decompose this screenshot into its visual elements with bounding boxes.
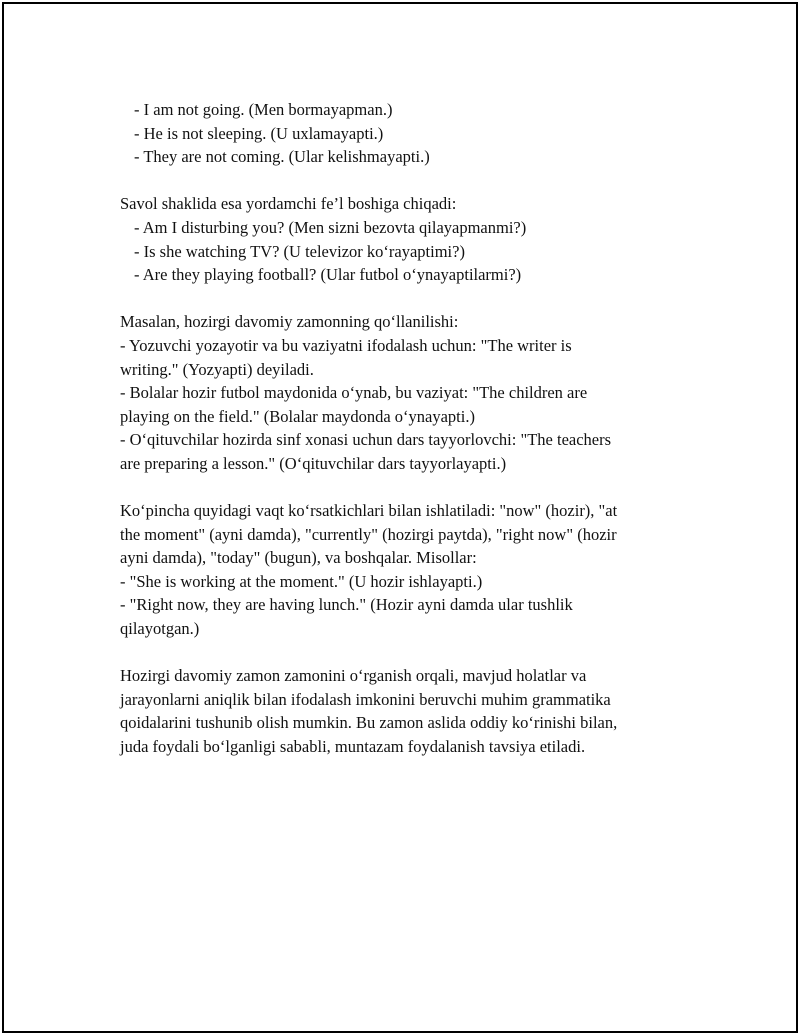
text-line: Hozirgi davomiy zamon zamonini o‘rganish orqali, mavjud holatlar va: [120, 666, 587, 686]
paragraph-gap: [120, 641, 680, 665]
text-line: writing." (Yozyapti) deyiladi.: [120, 359, 314, 379]
paragraph-gap: [120, 169, 680, 193]
text-line: - "She is working at the moment." (U hozir ishlayapti.): [120, 571, 483, 591]
list-item: - Is she watching TV? (U televizor ko‘rayaptimi?): [134, 241, 465, 261]
list-item: - Are they playing football? (Ular futbol o‘ynayaptilarmi?): [134, 265, 522, 285]
document-body: [120, 98, 680, 759]
text-line: Ko‘pincha quyidagi vaqt ko‘rsatkichlari bilan ishlatiladi: "now" (hozir), "at: [120, 501, 618, 521]
text-line: - O‘qituvchilar hozirda sinf xonasi uchun dars tayyorlovchi: "The teachers: [120, 430, 612, 450]
question-form-section: [120, 192, 680, 286]
text-line: playing on the field." (Bolalar maydonda o‘ynayapti.): [120, 406, 475, 426]
text-line: qilayotgan.): [120, 619, 200, 639]
text-line: the moment" (ayni damda), "currently" (hozirgi paytda), "right now" (hozir: [120, 524, 617, 544]
text-line: qoidalarini tushunib olish mumkin. Bu zamon aslida oddiy ko‘rinishi bilan,: [120, 713, 618, 733]
text-line: jarayonlarni aniqlik bilan ifodalash imkonini beruvchi muhim grammatika: [120, 689, 611, 709]
paragraph-gap: [120, 476, 680, 500]
question-form-intro: Savol shaklida esa yordamchi fe’l boshiga chiqadi:: [120, 194, 457, 214]
list-item: - Am I disturbing you? (Men sizni bezovta qilayapmanmi?): [134, 217, 527, 237]
conclusion-paragraph: [120, 664, 680, 758]
list-item: - I am not going. (Men bormayapman.): [134, 100, 393, 119]
list-item: - They are not coming. (Ular kelishmayapti.): [134, 147, 430, 167]
page-frame: [2, 2, 798, 1033]
text-line: Masalan, hozirgi davomiy zamonning qo‘llanilishi:: [120, 312, 459, 332]
text-line: - Bolalar hozir futbol maydonida o‘ynab, bu vaziyat: "The children are: [120, 383, 588, 403]
time-markers-paragraph: [120, 499, 680, 641]
text-line: juda foydali bo‘lganligi sababli, muntazam foydalanish tavsiya etiladi.: [120, 737, 586, 757]
text-line: - "Right now, they are having lunch." (Hozir ayni damda ular tushlik: [120, 595, 573, 615]
text-line: - Yozuvchi yozayotir va bu vaziyatni ifodalash uchun: "The writer is: [120, 335, 572, 355]
list-item: - He is not sleeping. (U uxlamayapti.): [134, 123, 384, 143]
text-line: are preparing a lesson." (O‘qituvchilar dars tayyorlayapti.): [120, 453, 507, 473]
text-line: ayni damda), "today" (bugun), va boshqalar. Misollar:: [120, 548, 477, 568]
negative-examples-list: [120, 98, 680, 169]
paragraph-gap: [120, 287, 680, 311]
usage-examples-paragraph: [120, 310, 680, 475]
